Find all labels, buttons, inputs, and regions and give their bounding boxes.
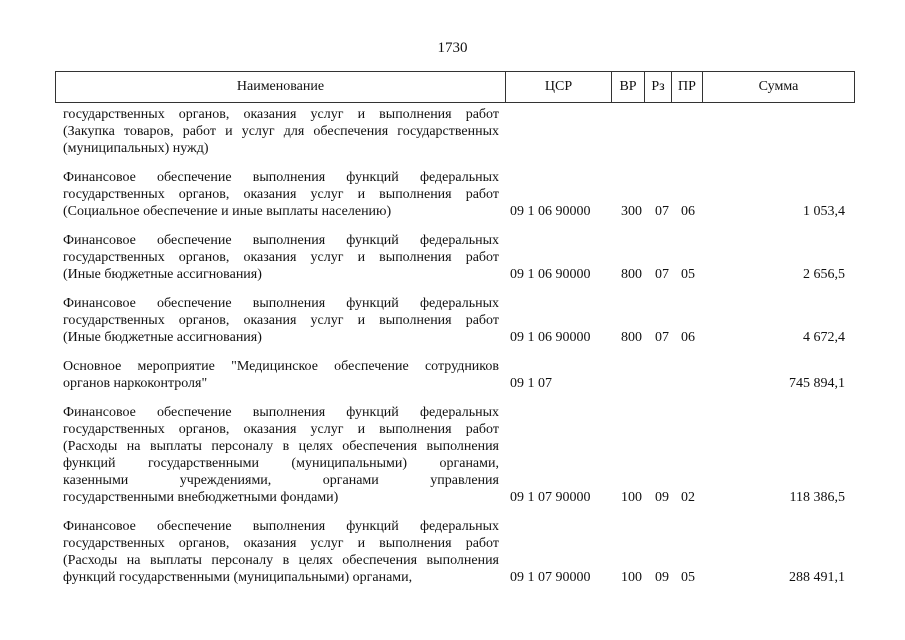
row-values [0, 266, 905, 283]
row-values [0, 375, 905, 392]
table-row [0, 404, 905, 506]
csr-cell: 09 1 07 [510, 376, 552, 391]
description-line: Финансовое обеспечение выполнения функций федеральных [63, 233, 499, 248]
row-values [0, 489, 905, 506]
sum-cell: 745 894,1 [789, 376, 845, 391]
sum-cell: 4 672,4 [803, 330, 845, 345]
description-line: государственных органов, оказания услуг и выполнения работ [63, 422, 499, 437]
table-row [0, 169, 905, 220]
description-line: функций государственными (муниципальными) органами, [63, 456, 499, 471]
description-line: Финансовое обеспечение выполнения функций федеральных [63, 405, 499, 420]
description-line: государственных органов, оказания услуг и выполнения работ [63, 107, 499, 122]
vr-cell: 800 [621, 267, 642, 282]
description-line: (Расходы на выплаты персоналу в целях обеспечения выполнения [63, 553, 499, 568]
pr-cell: 05 [681, 570, 695, 585]
csr-cell: 09 1 07 90000 [510, 490, 591, 505]
description-line: (Расходы на выплаты персоналу в целях обеспечения выполнения [63, 439, 499, 454]
table-row [0, 358, 905, 392]
description-line: Финансовое обеспечение выполнения функций федеральных [63, 296, 499, 311]
description-line: Финансовое обеспечение выполнения функций федеральных [63, 170, 499, 185]
row-values [0, 569, 905, 586]
sum-cell: 1 053,4 [803, 204, 845, 219]
pr-cell: 06 [681, 330, 695, 345]
description-line: казенными учреждениями, органами управления [63, 473, 499, 488]
vr-cell: 100 [621, 490, 642, 505]
description-line: государственных органов, оказания услуг и выполнения работ [63, 313, 499, 328]
table-header [55, 71, 855, 103]
table-body [0, 106, 905, 586]
rz-cell: 09 [655, 490, 669, 505]
row-values [0, 140, 905, 157]
table-row [0, 106, 905, 157]
vr-cell: 800 [621, 330, 642, 345]
header-rz: Рз [645, 72, 672, 103]
description-line: органов наркоконтроля" [63, 376, 208, 391]
table-row [0, 295, 905, 346]
header-csr: ЦСР [506, 72, 612, 103]
rz-cell: 09 [655, 570, 669, 585]
sum-cell: 2 656,5 [803, 267, 845, 282]
description-line: функций государственными (муниципальными) органами, [63, 570, 413, 585]
vr-cell: 100 [621, 570, 642, 585]
description-line: (муниципальных) нужд) [63, 141, 209, 156]
header-sum: Сумма [703, 72, 855, 103]
sum-cell: 118 386,5 [789, 490, 845, 505]
csr-cell: 09 1 06 90000 [510, 204, 591, 219]
rz-cell: 07 [655, 267, 669, 282]
description-line: (Закупка товаров, работ и услуг для обеспечения государственных [63, 124, 499, 139]
description-line: государственных органов, оказания услуг и выполнения работ [63, 187, 499, 202]
pr-cell: 06 [681, 204, 695, 219]
description-line: Основное мероприятие "Медицинское обеспечение сотрудников [63, 359, 499, 374]
rz-cell: 07 [655, 330, 669, 345]
rz-cell: 07 [655, 204, 669, 219]
sum-cell: 288 491,1 [789, 570, 845, 585]
description-line: Финансовое обеспечение выполнения функций федеральных [63, 519, 499, 534]
description-line: государственных органов, оказания услуг и выполнения работ [63, 536, 499, 551]
table-row [0, 232, 905, 283]
row-values [0, 329, 905, 346]
description-line: (Иные бюджетные ассигнования) [63, 267, 262, 282]
pr-cell: 05 [681, 267, 695, 282]
row-values [0, 203, 905, 220]
csr-cell: 09 1 07 90000 [510, 570, 591, 585]
page-number: 1730 [437, 40, 468, 56]
header-vr: ВР [612, 72, 645, 103]
description-line: (Социальное обеспечение и иные выплаты населению) [63, 204, 392, 219]
table-row [0, 518, 905, 586]
header-name: Наименование [56, 72, 506, 103]
description-line: (Иные бюджетные ассигнования) [63, 330, 262, 345]
header-pr: ПР [672, 72, 703, 103]
description-line: государственными внебюджетными фондами) [63, 490, 339, 505]
vr-cell: 300 [621, 204, 642, 219]
description-line: государственных органов, оказания услуг и выполнения работ [63, 250, 499, 265]
csr-cell: 09 1 06 90000 [510, 330, 591, 345]
pr-cell: 02 [681, 490, 695, 505]
csr-cell: 09 1 06 90000 [510, 267, 591, 282]
